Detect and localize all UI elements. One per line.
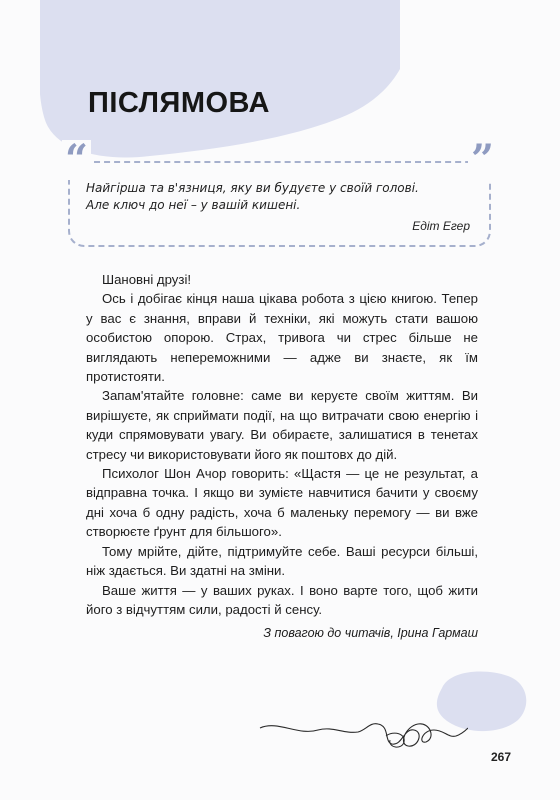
signature: З повагою до читачів, Ірина Гармаш (263, 626, 478, 640)
page-number: 267 (491, 750, 512, 764)
page-title: ПІСЛЯМОВА (88, 87, 270, 119)
open-quote-icon: “ (62, 140, 91, 180)
quote-text-line-1: Найгірша та в'язниця, яку ви будуєте у своїй голові. (86, 181, 419, 195)
paragraph: Психолог Шон Ачор говорить: «Щастя — це не результат, а відправна точка. І якщо ви зумієте навчитися бачити у своєму дні хоча б одну радість, хоча б маленьку перемогу — ви вже створюєте ґрунт для більшого». (86, 466, 478, 540)
close-quote-icon: ” (468, 140, 497, 180)
paragraph: Запам'ятайте головне: саме ви керуєте своїм життям. Ви вирішуєте, як сприймати події, на що витрачати свою енергію і куди спрямовувати увагу. Ви обираєте, залишатися в тенетах стресу чи використовувати його як поштовх до дій. (86, 388, 478, 462)
paragraph-greeting: Шановні друзі! (102, 272, 192, 287)
decorative-scribble-ornament (258, 708, 468, 758)
paragraph: Тому мрійте, дійте, підтримуйте себе. Ваші ресурси більші, ніж здається. Ви здатні на зміни. (86, 543, 478, 579)
quote-text-line-2: Але ключ до неї – у вашій кишені. (86, 198, 301, 212)
quote-author: Едіт Егер (412, 219, 470, 233)
paragraph: Ваше життя — у ваших руках. І воно варте того, щоб жити його з відчуттям сили, радості й сенсу. (86, 582, 478, 617)
body-text (86, 270, 478, 619)
decorative-blob-top (40, 0, 400, 170)
paragraph: Ось і добігає кінця наша цікава робота з цією книгою. Тепер у вас є знання, вправи й техніки, які можуть стати вашою особистою опорою. Страх, тривога чи стрес більше не виглядають непереможними — адже ви знаєте, як їм протистояти. (86, 291, 478, 385)
